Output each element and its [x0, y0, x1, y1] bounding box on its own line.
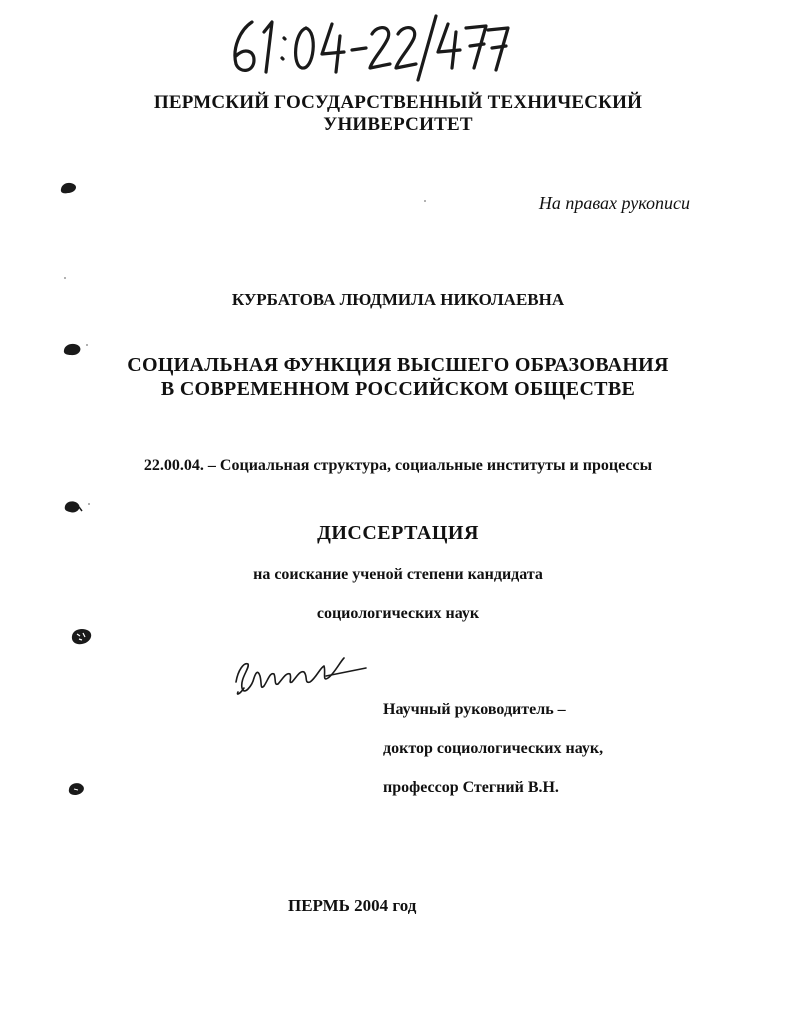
supervisor-line-3: профессор Стегний В.Н. [383, 779, 559, 796]
punch-hole-icon [66, 779, 88, 799]
scan-speck [424, 200, 426, 202]
signature-svg [230, 648, 370, 700]
university-line-2: УНИВЕРСИТЕТ [323, 114, 473, 135]
author-signature [230, 648, 370, 700]
scan-speck [64, 277, 66, 279]
punch-hole-icon [62, 340, 84, 360]
punch-hole-icon [62, 497, 84, 517]
specialty-code: 22.00.04. – Социальная структура, социальные институты и процессы [143, 457, 653, 474]
punch-hole-icon [58, 178, 80, 198]
dissertation-title [0, 353, 796, 401]
degree-line-1: на соискание ученой степени кандидата [253, 566, 543, 583]
document-type: ДИССЕРТАЦИЯ [317, 522, 479, 544]
university-line-1: ПЕРМСКИЙ ГОСУДАРСТВЕННЫЙ ТЕХНИЧЕСКИЙ [153, 92, 643, 113]
city-and-year: ПЕРМЬ 2004 год [288, 896, 417, 915]
handwritten-code-svg [222, 10, 512, 82]
title-line-2: В СОВРЕМЕННОМ РОССИЙСКОМ ОБЩЕСТВЕ [160, 378, 636, 400]
supervisor-line-2: доктор социологических наук, [383, 740, 604, 757]
title-line-1: СОЦИАЛЬНАЯ ФУНКЦИЯ ВЫСШЕГО ОБРАЗОВАНИЯ [127, 354, 669, 376]
scan-speck [86, 344, 88, 346]
degree-line-2: социологических наук [316, 605, 480, 622]
rights-note: На правах рукописи [538, 193, 690, 213]
handwritten-catalog-code [222, 10, 512, 82]
supervisor-line-1: Научный руководитель – [383, 701, 566, 718]
scan-speck [88, 503, 90, 505]
punch-hole-icon [68, 624, 96, 650]
author-name: КУРБАТОВА ЛЮДМИЛА НИКОЛАЕВНА [231, 290, 565, 309]
university-name [0, 92, 796, 136]
